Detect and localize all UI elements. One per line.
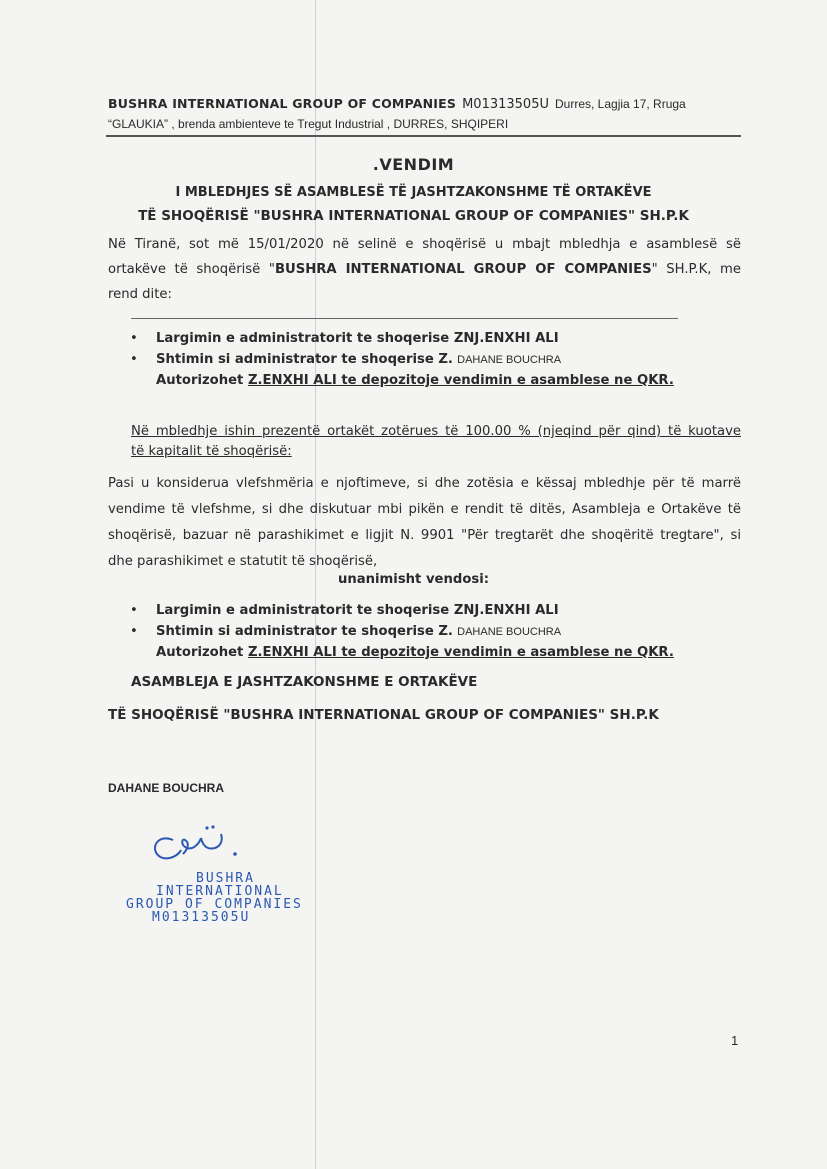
list-item: Autorizohet Z.ENXHI ALI te depozitoje vendimin e asamblese ne QKR. (156, 645, 674, 660)
list-item: • Shtimin si administrator te shoqerise Z. DAHANE BOUCHRA (130, 624, 562, 639)
header-divider (106, 135, 741, 137)
signature-image (145, 818, 255, 868)
document-title: .VENDIM (372, 155, 455, 174)
agenda-list (130, 328, 674, 391)
title-line-2: I MBLEDHJES SË ASAMBLESË TË JASHTZAKONSHME TË ORTAKËVE (175, 185, 652, 200)
title-line-3: TË SHOQËRISË "BUSHRA INTERNATIONAL GROUP OF COMPANIES" SH.P.K (138, 208, 689, 224)
agenda-divider (131, 318, 678, 319)
intro-line-3: rend dite: (108, 287, 172, 302)
assembly-line-1: ASAMBLEJA E JASHTZAKONSHME E ORTAKËVE (131, 674, 478, 690)
address-part-2: “GLAUKIA” , brenda ambienteve te Tregut Industrial , DURRES, SHQIPERI (108, 117, 509, 131)
registration-number: M01313505U (462, 97, 549, 112)
company-name-inline: BUSHRA INTERNATIONAL GROUP OF COMPANIES (274, 262, 652, 277)
list-item: • Largimin e administratorit te shoqerise ZNJ.ENXHI ALI (130, 603, 559, 618)
signatory-name: DAHANE BOUCHRA (108, 781, 224, 795)
list-item: Autorizohet Z.ENXHI ALI te depozitoje vendimin e asamblese ne QKR. (156, 373, 674, 388)
intro-paragraph (108, 232, 741, 307)
presence-paragraph: Në mbledhje ishin prezentë ortakët zotërues të 100.00 % (njeqind për qind) të kuotave të kapitalit të shoqërisë: (131, 424, 741, 459)
assembly-line-2: TË SHOQËRISË "BUSHRA INTERNATIONAL GROUP OF COMPANIES" SH.P.K (108, 707, 659, 723)
company-name: BUSHRA INTERNATIONAL GROUP OF COMPANIES (108, 96, 457, 111)
decision-list (130, 600, 674, 663)
intro-line-2: ortakëve të shoqërisë "BUSHRA INTERNATIONAL GROUP OF COMPANIES" SH.P.K, me (108, 262, 741, 277)
intro-line-1: Në Tiranë, sot më 15/01/2020 në selinë e shoqërisë u mbajt mbledhja e asamblesë së (108, 237, 741, 252)
address-part-1: Durres, Lagjia 17, Rruga (555, 97, 686, 111)
company-stamp: BUSHRA INTERNATIONAL GROUP OF COMPANIES M01313505U (126, 871, 303, 925)
body-paragraph: Pasi u konsiderua vlefshmëria e njoftimeve, si dhe zotësia e këssaj mbledhje për të marrë vendime të vlefshme, si dhe diskutuar mbi pikën e rendit të ditës, Asambleja e Ortakëve të shoqërisë, bazuar në parashikimet e ligjit N. 9901 "Për tregtarët dhe shoqëritë tregtare", si dhe parashikimet e statutit të shoqërisë, (108, 476, 741, 569)
page-number: 1 (731, 1033, 739, 1048)
list-item: • Shtimin si administrator te shoqerise Z. DAHANE BOUCHRA (130, 352, 562, 367)
letterhead-line-1 (108, 96, 686, 112)
list-item: • Largimin e administratorit te shoqerise ZNJ.ENXHI ALI (130, 331, 559, 346)
decision-heading: unanimisht vendosi: (337, 572, 490, 587)
